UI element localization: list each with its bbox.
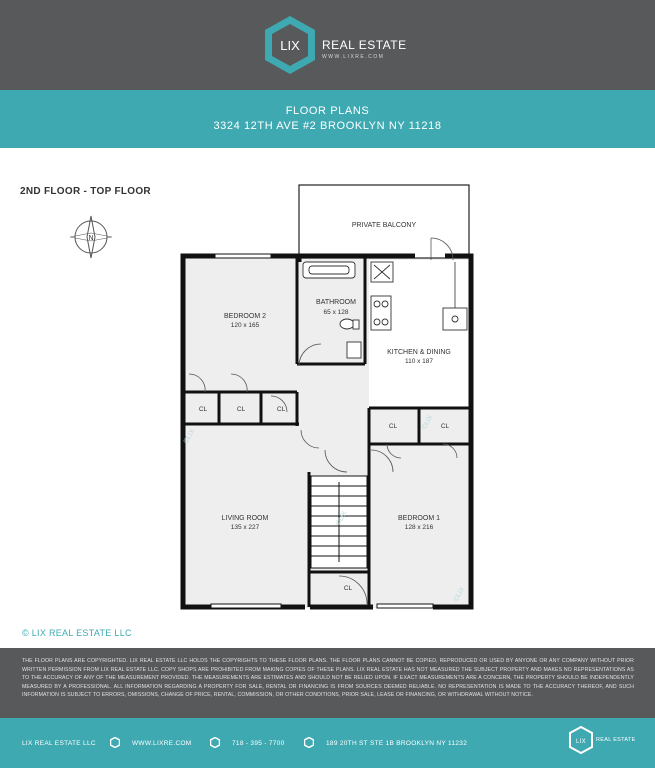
header-bar	[0, 0, 655, 90]
vanity	[347, 342, 361, 358]
living-room-label: LIVING ROOM	[221, 515, 269, 522]
watermark: ©LIX	[182, 427, 197, 445]
footer-company: LIX REAL ESTATE LLC	[22, 740, 96, 747]
bedroom1-label: BEDROOM 1	[397, 515, 441, 522]
floor-label: 2ND FLOOR - TOP FLOOR	[20, 186, 151, 197]
floor-plan	[175, 182, 480, 614]
bathroom-size: 65 x 128	[323, 309, 349, 316]
footer-bar	[0, 718, 655, 768]
footer-logo-brand: REAL ESTATE	[596, 737, 636, 743]
bedroom2-label: BEDROOM 2	[223, 313, 267, 320]
living-room-size: 135 x 227	[230, 524, 260, 531]
footer-logo-mark: LIX	[576, 739, 586, 745]
closet-label: CL	[198, 406, 208, 413]
footer-phone: 718 - 395 - 7700	[232, 740, 285, 747]
footer-address: 189 20TH ST STE 1B BROOKLYN NY 11232	[326, 740, 468, 747]
footer-logo[interactable]	[568, 725, 638, 761]
closet-label: CL	[343, 585, 353, 592]
balcony-label: PRIVATE BALCONY	[351, 222, 417, 229]
title-band	[0, 90, 655, 148]
logo-website: WWW.LIXRE.COM	[322, 54, 385, 60]
kitchen-size: 110 x 187	[404, 358, 434, 365]
bathroom-label: BATHROOM	[316, 299, 356, 306]
hexagon-bullet-icon	[210, 737, 220, 748]
stove	[371, 296, 391, 330]
disclaimer-band	[0, 648, 655, 718]
hexagon-bullet-icon	[304, 737, 314, 748]
closet-label: CL	[440, 423, 450, 430]
footer-website-link[interactable]: WWW.LIXRE.COM	[132, 740, 192, 747]
compass-icon	[68, 214, 114, 260]
copyright-notice: © LIX REAL ESTATE LLC	[22, 628, 132, 638]
closet-label: CL	[388, 423, 398, 430]
property-address: 3324 12TH AVE #2 BROOKLYN NY 11218	[213, 120, 442, 132]
toilet	[340, 319, 354, 329]
logo-brand: REAL ESTATE	[322, 38, 407, 52]
disclaimer-text: THE FLOOR PLANS ARE COPYRIGHTED. LIX REAL ESTATE LLC HOLDS THE COPYRIGHTS TO THESE FLOOR PLANS. THE FLOOR PLANS CANNOT BE COPIED, REPRODUCED OR USED BY ANYONE OR ANY COMPANY WITHOUT PRIOR WRITTEN PERMISSION FROM LIX REAL ESTATE LLC. COPY SHOPS ARE PROHIBITED FROM MAKING COPIES OF THESE PLANS. LIX REAL ESTATE HAS NOT MEASURED THE SUBJECT PROPERTY AND MAKES NO REPRESENTATIONS AS TO THE ACCURACY OF ANY OF THE MEASUREMENT PROVIDED. THE MEASUREMENTS ARE ESTIMATES AND SHOULD NOT BE RELIED UPON. IF EXACT MEASUREMENTS ARE A CONCERN, THE PROPERTY SHOULD BE INDEPENDENTLY MEASURED BY A PROFESSIONAL. ALL INFORMATION REGARDING A PROPERTY FOR SALE, RENTAL OR FINANCING IS FROM SOURCES DEEMED RELIABLE. NO REPRESENTATION IS MADE TO THE ACCURACY THEREOF, AND SUCH INFORMATION IS SUBJECT TO ERRORS, OMISSIONS, CHANGE OF PRICE, RENTAL, COMMISSION, OR OTHER CONDITIONS, PRIOR SALE, LEASE OR FINANCING, OR WITHDRAWAL WITHOUT NOTICE.	[22, 658, 634, 699]
watermark: ©LIX	[334, 509, 349, 527]
watermark: ©LIX	[452, 585, 467, 603]
bedroom1-size: 128 x 216	[404, 524, 434, 531]
closet-label: CL	[276, 406, 286, 413]
logo-mark: LIX	[280, 38, 300, 53]
bedroom2-size: 120 x 165	[230, 322, 260, 329]
hexagon-bullet-icon	[110, 737, 120, 748]
kitchen-label: KITCHEN & DINING	[387, 349, 451, 356]
lix-logo[interactable]	[262, 14, 407, 76]
compass-letter: N	[88, 235, 94, 242]
page-title: FLOOR PLANS	[285, 105, 370, 117]
logo-hexagon-icon	[262, 14, 318, 76]
watermark: ©LIX	[420, 413, 435, 431]
closet-label: CL	[236, 406, 246, 413]
